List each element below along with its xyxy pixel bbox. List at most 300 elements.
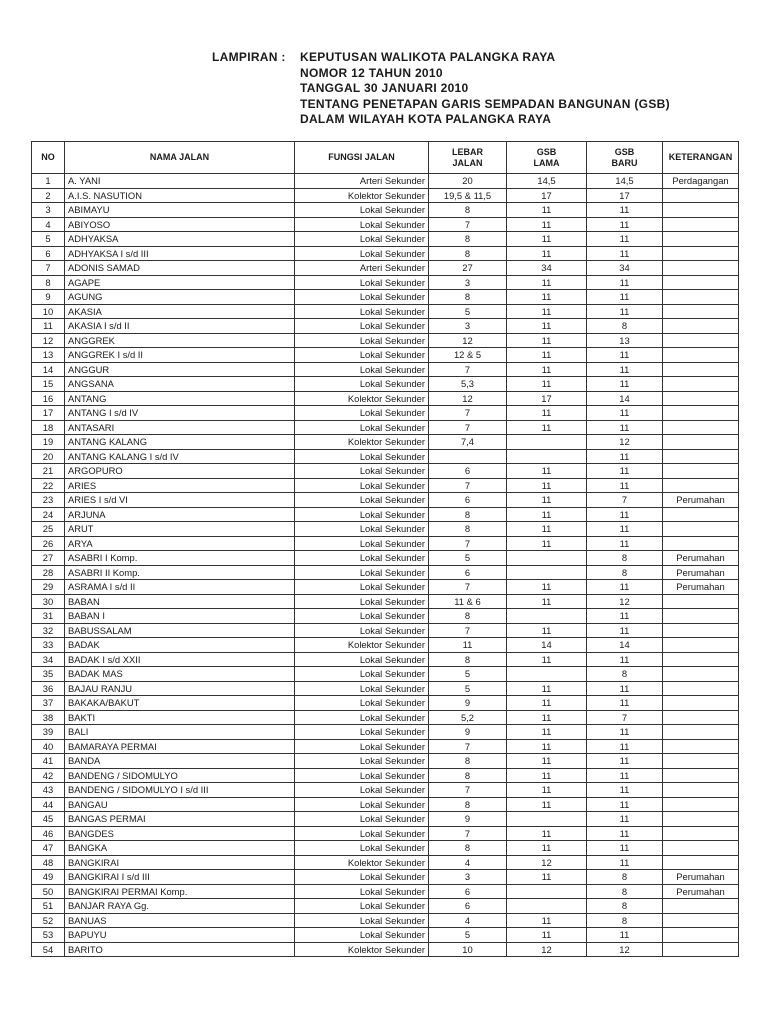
cell-remarks xyxy=(663,667,739,682)
cell-no: 54 xyxy=(32,942,65,957)
cell-road-width: 20 xyxy=(429,174,507,189)
cell-no: 43 xyxy=(32,783,65,798)
cell-road-name: ANGGREK I s/d II xyxy=(65,348,295,363)
cell-road-function: Lokal Sekunder xyxy=(295,333,429,348)
cell-gsb-new: 11 xyxy=(587,681,663,696)
cell-road-width xyxy=(429,449,507,464)
cell-road-function: Lokal Sekunder xyxy=(295,522,429,537)
cell-gsb-old: 11 xyxy=(507,420,587,435)
cell-gsb-new: 11 xyxy=(587,536,663,551)
cell-gsb-old: 11 xyxy=(507,203,587,218)
cell-gsb-new: 11 xyxy=(587,580,663,595)
cell-remarks xyxy=(663,435,739,450)
cell-no: 4 xyxy=(32,217,65,232)
table-row xyxy=(32,203,739,218)
cell-no: 16 xyxy=(32,391,65,406)
cell-road-name: ARUT xyxy=(65,522,295,537)
cell-road-width: 7 xyxy=(429,420,507,435)
cell-road-function: Lokal Sekunder xyxy=(295,232,429,247)
cell-no: 3 xyxy=(32,203,65,218)
cell-remarks xyxy=(663,449,739,464)
cell-gsb-old: 11 xyxy=(507,739,587,754)
cell-road-name: BAPUYU xyxy=(65,928,295,943)
cell-gsb-new: 11 xyxy=(587,841,663,856)
cell-gsb-new: 8 xyxy=(587,667,663,682)
cell-remarks xyxy=(663,696,739,711)
cell-no: 48 xyxy=(32,855,65,870)
cell-gsb-old: 12 xyxy=(507,855,587,870)
cell-road-function: Lokal Sekunder xyxy=(295,870,429,885)
cell-remarks xyxy=(663,928,739,943)
cell-road-function: Lokal Sekunder xyxy=(295,928,429,943)
table-body xyxy=(32,174,739,957)
cell-road-name: ABIMAYU xyxy=(65,203,295,218)
table-row xyxy=(32,797,739,812)
decree-title-block xyxy=(300,50,700,128)
table-row xyxy=(32,841,739,856)
cell-gsb-old: 11 xyxy=(507,377,587,392)
cell-gsb-old: 17 xyxy=(507,391,587,406)
attachment-label: LAMPIRAN : xyxy=(212,50,286,64)
cell-road-name: BANGDES xyxy=(65,826,295,841)
cell-gsb-old: 11 xyxy=(507,478,587,493)
decree-line: DALAM WILAYAH KOTA PALANGKA RAYA xyxy=(300,112,552,127)
cell-gsb-new: 11 xyxy=(587,797,663,812)
cell-road-name: A. YANI xyxy=(65,174,295,189)
cell-road-width: 9 xyxy=(429,725,507,740)
cell-road-width: 9 xyxy=(429,696,507,711)
table-row xyxy=(32,478,739,493)
cell-remarks xyxy=(663,638,739,653)
cell-no: 35 xyxy=(32,667,65,682)
table-row xyxy=(32,333,739,348)
cell-remarks xyxy=(663,420,739,435)
cell-gsb-new: 11 xyxy=(587,464,663,479)
cell-remarks: Perumahan xyxy=(663,870,739,885)
cell-road-function: Lokal Sekunder xyxy=(295,275,429,290)
table-row xyxy=(32,522,739,537)
cell-road-width: 8 xyxy=(429,522,507,537)
cell-remarks xyxy=(663,203,739,218)
cell-gsb-new: 11 xyxy=(587,855,663,870)
cell-road-name: BANGAU xyxy=(65,797,295,812)
cell-road-function: Kolektor Sekunder xyxy=(295,942,429,957)
cell-no: 24 xyxy=(32,507,65,522)
table-row xyxy=(32,261,739,276)
column-header-gsb-old: GSB LAMA xyxy=(507,142,587,174)
cell-road-name: ARIES I s/d VI xyxy=(65,493,295,508)
cell-road-name: ARGOPURO xyxy=(65,464,295,479)
cell-road-function: Lokal Sekunder xyxy=(295,377,429,392)
cell-no: 9 xyxy=(32,290,65,305)
cell-gsb-old xyxy=(507,551,587,566)
cell-road-function: Lokal Sekunder xyxy=(295,536,429,551)
cell-remarks: Perumahan xyxy=(663,580,739,595)
cell-road-width: 8 xyxy=(429,290,507,305)
cell-road-width: 10 xyxy=(429,942,507,957)
cell-no: 8 xyxy=(32,275,65,290)
cell-gsb-new: 11 xyxy=(587,754,663,769)
cell-no: 15 xyxy=(32,377,65,392)
cell-remarks xyxy=(663,609,739,624)
cell-road-name: BANDENG / SIDOMULYO xyxy=(65,768,295,783)
cell-no: 41 xyxy=(32,754,65,769)
cell-road-function: Lokal Sekunder xyxy=(295,594,429,609)
cell-remarks xyxy=(663,304,739,319)
cell-road-function: Lokal Sekunder xyxy=(295,304,429,319)
cell-gsb-new: 11 xyxy=(587,826,663,841)
cell-road-name: BANDENG / SIDOMULYO I s/d III xyxy=(65,783,295,798)
cell-gsb-new: 11 xyxy=(587,348,663,363)
cell-gsb-old: 11 xyxy=(507,826,587,841)
cell-road-function: Kolektor Sekunder xyxy=(295,435,429,450)
cell-gsb-old: 11 xyxy=(507,507,587,522)
cell-no: 12 xyxy=(32,333,65,348)
cell-road-name: ANTANG KALANG xyxy=(65,435,295,450)
cell-no: 25 xyxy=(32,522,65,537)
cell-road-name: BADAK I s/d XXII xyxy=(65,652,295,667)
cell-road-function: Kolektor Sekunder xyxy=(295,638,429,653)
cell-gsb-old: 11 xyxy=(507,928,587,943)
cell-remarks xyxy=(663,478,739,493)
cell-no: 33 xyxy=(32,638,65,653)
cell-gsb-new: 11 xyxy=(587,928,663,943)
cell-road-function: Arteri Sekunder xyxy=(295,174,429,189)
table-row xyxy=(32,580,739,595)
cell-road-width: 8 xyxy=(429,652,507,667)
cell-gsb-old: 11 xyxy=(507,246,587,261)
cell-remarks xyxy=(663,246,739,261)
cell-gsb-old: 11 xyxy=(507,522,587,537)
cell-gsb-old xyxy=(507,435,587,450)
cell-road-width: 6 xyxy=(429,899,507,914)
cell-gsb-old: 11 xyxy=(507,319,587,334)
cell-remarks xyxy=(663,522,739,537)
cell-gsb-new: 7 xyxy=(587,710,663,725)
cell-road-name: BANGAS PERMAI xyxy=(65,812,295,827)
table-row xyxy=(32,783,739,798)
cell-road-width: 7 xyxy=(429,580,507,595)
cell-gsb-old: 11 xyxy=(507,464,587,479)
cell-road-name: BANGKA xyxy=(65,841,295,856)
cell-gsb-new: 11 xyxy=(587,623,663,638)
cell-gsb-old: 11 xyxy=(507,725,587,740)
column-header-no: NO xyxy=(32,142,65,174)
cell-road-function: Lokal Sekunder xyxy=(295,565,429,580)
cell-road-width: 27 xyxy=(429,261,507,276)
cell-road-function: Lokal Sekunder xyxy=(295,217,429,232)
cell-gsb-old: 11 xyxy=(507,623,587,638)
cell-gsb-old: 11 xyxy=(507,348,587,363)
cell-gsb-new: 13 xyxy=(587,333,663,348)
cell-no: 6 xyxy=(32,246,65,261)
cell-gsb-old: 12 xyxy=(507,942,587,957)
cell-road-width: 8 xyxy=(429,609,507,624)
cell-gsb-new: 14 xyxy=(587,638,663,653)
cell-remarks xyxy=(663,333,739,348)
cell-road-width: 5,3 xyxy=(429,377,507,392)
cell-remarks: Perumahan xyxy=(663,551,739,566)
cell-gsb-old: 11 xyxy=(507,652,587,667)
cell-road-name: BANUAS xyxy=(65,913,295,928)
cell-road-function: Lokal Sekunder xyxy=(295,696,429,711)
cell-road-function: Lokal Sekunder xyxy=(295,768,429,783)
table-row xyxy=(32,754,739,769)
cell-road-function: Lokal Sekunder xyxy=(295,652,429,667)
cell-gsb-old: 11 xyxy=(507,696,587,711)
cell-road-name: BANGKIRAI PERMAI Komp. xyxy=(65,884,295,899)
table-row xyxy=(32,739,739,754)
cell-gsb-old: 11 xyxy=(507,913,587,928)
cell-gsb-new: 11 xyxy=(587,812,663,827)
cell-remarks xyxy=(663,188,739,203)
cell-road-function: Lokal Sekunder xyxy=(295,754,429,769)
cell-remarks xyxy=(663,261,739,276)
cell-road-width: 6 xyxy=(429,884,507,899)
cell-gsb-new: 14 xyxy=(587,391,663,406)
cell-remarks xyxy=(663,217,739,232)
cell-gsb-new: 11 xyxy=(587,449,663,464)
cell-gsb-old: 11 xyxy=(507,333,587,348)
table-row xyxy=(32,290,739,305)
cell-gsb-new: 11 xyxy=(587,478,663,493)
cell-road-width: 7 xyxy=(429,739,507,754)
cell-road-name: ADHYAKSA I s/d III xyxy=(65,246,295,261)
cell-no: 50 xyxy=(32,884,65,899)
cell-road-function: Lokal Sekunder xyxy=(295,609,429,624)
cell-road-function: Lokal Sekunder xyxy=(295,710,429,725)
cell-no: 10 xyxy=(32,304,65,319)
cell-remarks xyxy=(663,275,739,290)
cell-remarks xyxy=(663,652,739,667)
cell-no: 21 xyxy=(32,464,65,479)
cell-gsb-new: 12 xyxy=(587,942,663,957)
cell-road-width: 12 xyxy=(429,391,507,406)
cell-road-width: 19,5 & 11,5 xyxy=(429,188,507,203)
cell-road-name: AKASIA I s/d II xyxy=(65,319,295,334)
cell-road-width: 8 xyxy=(429,797,507,812)
cell-no: 17 xyxy=(32,406,65,421)
cell-road-width: 7,4 xyxy=(429,435,507,450)
cell-road-function: Lokal Sekunder xyxy=(295,899,429,914)
cell-no: 13 xyxy=(32,348,65,363)
cell-road-name: BANGKIRAI I s/d III xyxy=(65,870,295,885)
cell-road-function: Lokal Sekunder xyxy=(295,246,429,261)
cell-no: 7 xyxy=(32,261,65,276)
cell-gsb-old xyxy=(507,812,587,827)
table-row xyxy=(32,812,739,827)
cell-remarks xyxy=(663,826,739,841)
cell-road-name: ARYA xyxy=(65,536,295,551)
column-header-remarks: KETERANGAN xyxy=(663,142,739,174)
cell-road-function: Lokal Sekunder xyxy=(295,348,429,363)
cell-gsb-new: 11 xyxy=(587,275,663,290)
table-row xyxy=(32,188,739,203)
cell-road-function: Lokal Sekunder xyxy=(295,667,429,682)
cell-road-name: ANTASARI xyxy=(65,420,295,435)
cell-road-width: 6 xyxy=(429,493,507,508)
cell-gsb-old xyxy=(507,899,587,914)
cell-road-width: 3 xyxy=(429,870,507,885)
cell-road-function: Lokal Sekunder xyxy=(295,623,429,638)
cell-no: 30 xyxy=(32,594,65,609)
cell-road-function: Lokal Sekunder xyxy=(295,812,429,827)
cell-no: 27 xyxy=(32,551,65,566)
cell-road-width: 5 xyxy=(429,551,507,566)
cell-road-width: 9 xyxy=(429,812,507,827)
cell-road-name: ASABRI II Komp. xyxy=(65,565,295,580)
cell-road-width: 5 xyxy=(429,681,507,696)
cell-gsb-new: 8 xyxy=(587,870,663,885)
cell-road-name: ADHYAKSA xyxy=(65,232,295,247)
cell-gsb-old: 11 xyxy=(507,870,587,885)
cell-road-width: 8 xyxy=(429,232,507,247)
cell-no: 38 xyxy=(32,710,65,725)
cell-remarks xyxy=(663,754,739,769)
cell-road-name: ASRAMA I s/d II xyxy=(65,580,295,595)
table-row xyxy=(32,768,739,783)
table-row xyxy=(32,348,739,363)
cell-road-width: 7 xyxy=(429,362,507,377)
cell-gsb-old xyxy=(507,609,587,624)
cell-road-name: A.I.S. NASUTION xyxy=(65,188,295,203)
cell-remarks xyxy=(663,377,739,392)
table-row xyxy=(32,507,739,522)
cell-road-function: Lokal Sekunder xyxy=(295,478,429,493)
cell-road-name: BABAN xyxy=(65,594,295,609)
cell-no: 11 xyxy=(32,319,65,334)
cell-road-function: Lokal Sekunder xyxy=(295,783,429,798)
table-row xyxy=(32,493,739,508)
cell-gsb-new: 11 xyxy=(587,725,663,740)
cell-road-width: 3 xyxy=(429,319,507,334)
cell-road-name: ANGSANA xyxy=(65,377,295,392)
cell-gsb-old: 11 xyxy=(507,580,587,595)
cell-road-name: ADONIS SAMAD xyxy=(65,261,295,276)
cell-gsb-old xyxy=(507,884,587,899)
cell-gsb-old: 17 xyxy=(507,188,587,203)
cell-gsb-old: 11 xyxy=(507,681,587,696)
table-row xyxy=(32,377,739,392)
cell-gsb-new: 8 xyxy=(587,913,663,928)
cell-remarks: Perdagangan xyxy=(663,174,739,189)
cell-remarks xyxy=(663,594,739,609)
cell-gsb-old: 11 xyxy=(507,710,587,725)
decree-line: NOMOR 12 TAHUN 2010 xyxy=(300,65,443,80)
table-row xyxy=(32,319,739,334)
cell-road-name: BAMARAYA PERMAI xyxy=(65,739,295,754)
cell-road-width: 8 xyxy=(429,768,507,783)
cell-gsb-old: 11 xyxy=(507,232,587,247)
cell-road-name: BANDA xyxy=(65,754,295,769)
road-gsb-table xyxy=(31,141,739,957)
cell-gsb-new: 17 xyxy=(587,188,663,203)
cell-no: 18 xyxy=(32,420,65,435)
cell-road-function: Lokal Sekunder xyxy=(295,551,429,566)
table-row xyxy=(32,609,739,624)
cell-no: 40 xyxy=(32,739,65,754)
cell-no: 36 xyxy=(32,681,65,696)
cell-road-function: Lokal Sekunder xyxy=(295,884,429,899)
cell-gsb-new: 11 xyxy=(587,420,663,435)
table-row xyxy=(32,551,739,566)
cell-gsb-old: 11 xyxy=(507,493,587,508)
cell-road-name: AGUNG xyxy=(65,290,295,305)
cell-gsb-new: 34 xyxy=(587,261,663,276)
cell-gsb-old: 11 xyxy=(507,754,587,769)
cell-gsb-old: 14,5 xyxy=(507,174,587,189)
cell-road-name: BADAK MAS xyxy=(65,667,295,682)
cell-road-function: Lokal Sekunder xyxy=(295,797,429,812)
cell-road-width: 5 xyxy=(429,304,507,319)
cell-road-function: Lokal Sekunder xyxy=(295,420,429,435)
cell-gsb-new: 8 xyxy=(587,899,663,914)
cell-road-width: 7 xyxy=(429,783,507,798)
cell-road-name: BALI xyxy=(65,725,295,740)
cell-gsb-new: 8 xyxy=(587,884,663,899)
cell-road-name: ARIES xyxy=(65,478,295,493)
cell-remarks xyxy=(663,681,739,696)
cell-remarks xyxy=(663,841,739,856)
cell-gsb-new: 11 xyxy=(587,739,663,754)
cell-road-width: 11 & 6 xyxy=(429,594,507,609)
cell-no: 31 xyxy=(32,609,65,624)
cell-road-width: 5,2 xyxy=(429,710,507,725)
table-row xyxy=(32,913,739,928)
table-row xyxy=(32,449,739,464)
cell-no: 53 xyxy=(32,928,65,943)
cell-gsb-new: 11 xyxy=(587,783,663,798)
cell-road-name: ANTANG xyxy=(65,391,295,406)
cell-gsb-old: 11 xyxy=(507,536,587,551)
cell-gsb-new: 11 xyxy=(587,290,663,305)
cell-road-name: BABUSSALAM xyxy=(65,623,295,638)
cell-remarks xyxy=(663,899,739,914)
cell-no: 52 xyxy=(32,913,65,928)
cell-no: 34 xyxy=(32,652,65,667)
cell-road-name: AGAPE xyxy=(65,275,295,290)
cell-gsb-new: 11 xyxy=(587,304,663,319)
cell-gsb-old: 11 xyxy=(507,594,587,609)
table-row xyxy=(32,246,739,261)
cell-road-width: 8 xyxy=(429,246,507,261)
cell-no: 45 xyxy=(32,812,65,827)
cell-road-function: Lokal Sekunder xyxy=(295,841,429,856)
cell-gsb-new: 11 xyxy=(587,377,663,392)
cell-gsb-new: 8 xyxy=(587,551,663,566)
cell-gsb-old: 11 xyxy=(507,362,587,377)
cell-remarks xyxy=(663,623,739,638)
table-row xyxy=(32,652,739,667)
cell-road-function: Lokal Sekunder xyxy=(295,739,429,754)
cell-road-function: Lokal Sekunder xyxy=(295,913,429,928)
cell-remarks xyxy=(663,812,739,827)
cell-remarks: Perumahan xyxy=(663,493,739,508)
cell-no: 23 xyxy=(32,493,65,508)
cell-gsb-old xyxy=(507,565,587,580)
cell-remarks: Perumahan xyxy=(663,884,739,899)
cell-road-width: 8 xyxy=(429,507,507,522)
table-row xyxy=(32,725,739,740)
cell-no: 22 xyxy=(32,478,65,493)
table-row xyxy=(32,420,739,435)
cell-no: 2 xyxy=(32,188,65,203)
cell-road-name: BANJAR RAYA Gg. xyxy=(65,899,295,914)
cell-gsb-old: 11 xyxy=(507,768,587,783)
cell-no: 51 xyxy=(32,899,65,914)
cell-gsb-new: 11 xyxy=(587,246,663,261)
cell-no: 20 xyxy=(32,449,65,464)
